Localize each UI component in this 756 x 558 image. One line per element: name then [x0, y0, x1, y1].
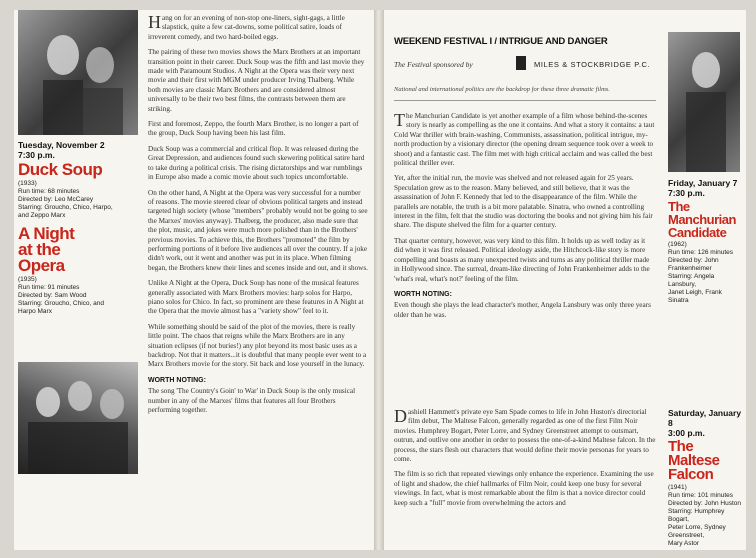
right-page [384, 10, 746, 550]
credit-line: Starring: Humphrey Bogart, [668, 508, 725, 523]
film-credits [18, 276, 138, 316]
film-credits [668, 484, 744, 548]
title-line: at the [18, 240, 61, 259]
credit-line: Peter Lorre, Sydney Greenstreet, [668, 524, 726, 539]
article-paragraph: While something should be said of the plot of the movies, there is really little point. The chaos that reigns while the Marx Brothers are in any situation eclipses (if not buries!) any plot beyond its most basic uses as a backdrop. Not that it matters...it is doubtful that many people ever went to a Marx Brothers movie for the story. Sit back and lose yourself in the lunacy. [148, 322, 367, 369]
article-paragraph: On the other hand, A Night at the Opera was very successful for a number of reasons. The movie steered clear of obvious political targets and instead targeted high society (whose "members" probably would not be going to see the Marxes' movies anyway). Thalberg, the producer, also made sure that the plot, music, and jokes were much more polished than in the Brothers' previous movies. To achieve this, the Brothers "promoted" the film by performing portions of it before live audiences all over the country. If a joke didn't work, out it went and another was put in its place. When filming began, the Brothers knew their lines and scenes inside and out, and it shows. [148, 188, 368, 272]
film-credits [18, 180, 138, 220]
article-paragraph: Duck Soup was a commercial and critical flop. It was released during the Great Depression, and audiences found such skewering political satire hard to take during a political crisis. The rising dictatorships and war rumblings in Europe also made a comic movie about such topics uncomfortable. [148, 144, 365, 182]
credit-line: (1935) [18, 276, 37, 283]
title-line: Candidate [668, 225, 727, 240]
title-line: Duck Soup [18, 160, 103, 179]
page-gutter [374, 10, 384, 550]
article-paragraph: First and foremost, Zeppo, the fourth Marx Brother, is no longer a part of the group, Duck Soup having been his last film. [148, 120, 359, 138]
screening-date: Tuesday, November 2 [18, 140, 105, 150]
film-title-duck-soup [18, 162, 138, 178]
duck-soup-listing [18, 140, 138, 316]
credit-line: Run time: 68 minutes [18, 188, 80, 195]
worth-noting-text: Even though she plays the lead character's mother, Angela Lansbury was only three years older than he was. [394, 301, 651, 319]
credit-line: Run time: 91 minutes [18, 284, 80, 291]
film-still-image [18, 362, 138, 474]
sponsor-name: MILES & STOCKBRIDGE P.C. [534, 60, 651, 69]
falcon-article-column [394, 408, 656, 514]
screening-date: Saturday, January 8 [668, 408, 742, 428]
credit-line: Directed by: John Huston [668, 500, 741, 507]
film-still-image [18, 10, 138, 135]
left-page [14, 10, 374, 550]
credit-line: Directed by: Sam Wood [18, 292, 87, 299]
sponsor-label: The Festival sponsored by [394, 60, 473, 69]
film-title-manchurian-candidate [668, 200, 744, 239]
screening-date: Friday, January 7 [668, 178, 738, 188]
title-line: A Night [18, 224, 75, 243]
screening-time: 7:30 p.m. [668, 188, 705, 198]
festival-heading: WEEKEND FESTIVAL I / INTRIGUE AND DANGER [394, 36, 608, 47]
credit-line: (1941) [668, 484, 687, 491]
credit-line: Directed by: Leo McCarey [18, 196, 94, 203]
title-line: Falcon [668, 466, 714, 483]
credit-line: (1962) [668, 241, 687, 248]
credit-line: Mary Astor [668, 540, 700, 547]
left-article-column [148, 14, 368, 421]
credit-line: Starring: Groucho, Chico, Harpo, [18, 204, 113, 211]
night-at-opera-still-photo [18, 362, 138, 474]
film-title-maltese-falcon [668, 440, 744, 482]
credit-line: Run time: 126 minutes [668, 249, 734, 256]
article-paragraph: The pairing of these two movies shows the Marx Brothers at an important transition point in their career. Duck Soup was the fifth and last movie they made with Paramount Studios. A Night at the Opera was their very next movie and their first with MGM under producer Irving Thalberg. While both movies are classic Marx Brothers and are considered almost universally to be their two best films, the contrasts between them are striking. [148, 48, 365, 113]
article-paragraph: Yet, after the initial run, the movie was shelved and not released again for 25 years. Speculation grew as to the reason. Many believed, and still believe, that it was the assassination of John F. Kennedy that led to the disappearance of the film. While the parallels are notable, the truth is a bit more palatable. Sinatra, who owned a controlling interest in the film, felt that the studio was doctoring the books and not giving him his fair share. The dispute shelved the film for a quarter century. [394, 174, 653, 230]
worth-noting-heading: WORTH NOTING: [148, 376, 206, 384]
manchurian-article-column [394, 112, 656, 326]
festival-tagline: National and international politics are the backdrop for these three dramatic films. [394, 86, 610, 93]
credit-line: Janet Leigh, Frank Sinatra [668, 289, 722, 304]
article-paragraph: The film is so rich that repeated viewings only enhance the experience. Examining the use of light and shadow, the chief hallmarks of Film Noir, could keep one busy for several viewings. In fact, what is most remarkable about the film is that a novice director could keep such a "full" movie from overwhelming the actors and [394, 470, 654, 507]
credit-line: and Zeppo Marx [18, 212, 66, 219]
sponsor-logo-icon [516, 56, 526, 70]
credit-line: Starring: Groucho, Chico, and [18, 300, 104, 307]
title-line: Opera [18, 256, 65, 275]
worth-noting-text: The song 'The Country's Goin' to War' in Duck Soup is the only musical number in any of the Marxes' films that features all four Brothers performing together. [148, 387, 356, 415]
article-paragraph: The Manchurian Candidate is yet another example of a film whose behind-the-scenes story is nearly as compelling as the one it contains. And what a story it contains: a taut Cold War thriller with brain-washing, Communists, assassination, political intrigue, my-north production by a visionary director (the opening dream sequence took over a week to shoot) and a fantastic cast. The film met with high critical acclaim and was called the best political thriller ever. [394, 110, 655, 168]
credit-line: Starring: Angela Lansbury, [668, 273, 715, 288]
article-paragraph: Unlike A Night at the Opera, Duck Soup has none of the musical features generally associated with Marx Brothers movies: harp solos for Harpo, piano solos for Chico. In fact, so prominent are these features in A Night at the Opera that the movie almost has a "variety show" feel to it. [148, 279, 364, 316]
credit-line: Run time: 101 minutes [668, 492, 734, 499]
film-still-image [668, 32, 740, 172]
title-line: The Manchurian [668, 199, 736, 227]
maltese-falcon-listing [668, 408, 744, 548]
credit-line: Harpo Marx [18, 308, 52, 315]
film-title-a-night-at-the-opera [18, 226, 138, 274]
worth-noting-heading: WORTH NOTING: [394, 290, 452, 298]
credit-line: Frankenheimer [668, 265, 712, 272]
film-credits [668, 241, 744, 305]
title-line: The Maltese [668, 438, 720, 469]
screening-time: 7:30 p.m. [18, 150, 55, 160]
article-paragraph: That quarter century, however, was very kind to this film. It holds up as well today as it did when it was first released. Political ideology aside, the Hitchcock-like story is more compelling and boasts as many unexpected twists and turns as any political thriller made in Hollywood since. The surreal, dream-like directing of John Frankenheimer adds to the 'what's real, what's not?' feeling of the film. [394, 236, 650, 283]
credit-line: Directed by: John [668, 257, 719, 264]
manchurian-candidate-still-photo [668, 32, 740, 172]
article-paragraph: Dashiell Hammett's private eye Sam Spade comes to life in John Huston's directorial film debut, The Maltese Falcon, generally regarded as one of the first Film Noir movies. Humphrey Bogart, Peter Lorre, and Sydney Greenstreet attempt to outsmart, outrun, and outlive one another in order to possess the one-of-a-kind Maltese falcon. In the process, the stars flesh out characters that would define their movie personas for years to come. [394, 406, 656, 464]
article-paragraph: Hang on for an evening of non-stop one-liners, sight-gags, a little slapstick, quite a few cat-downs, some political satire, loads of irreverent comedy, and two hard-boiled eggs. [148, 12, 345, 41]
manchurian-candidate-listing [668, 178, 744, 305]
section-divider [394, 100, 656, 101]
credit-line: (1933) [18, 180, 37, 187]
screening-time: 3:00 p.m. [668, 428, 705, 438]
duck-soup-still-photo [18, 10, 138, 135]
